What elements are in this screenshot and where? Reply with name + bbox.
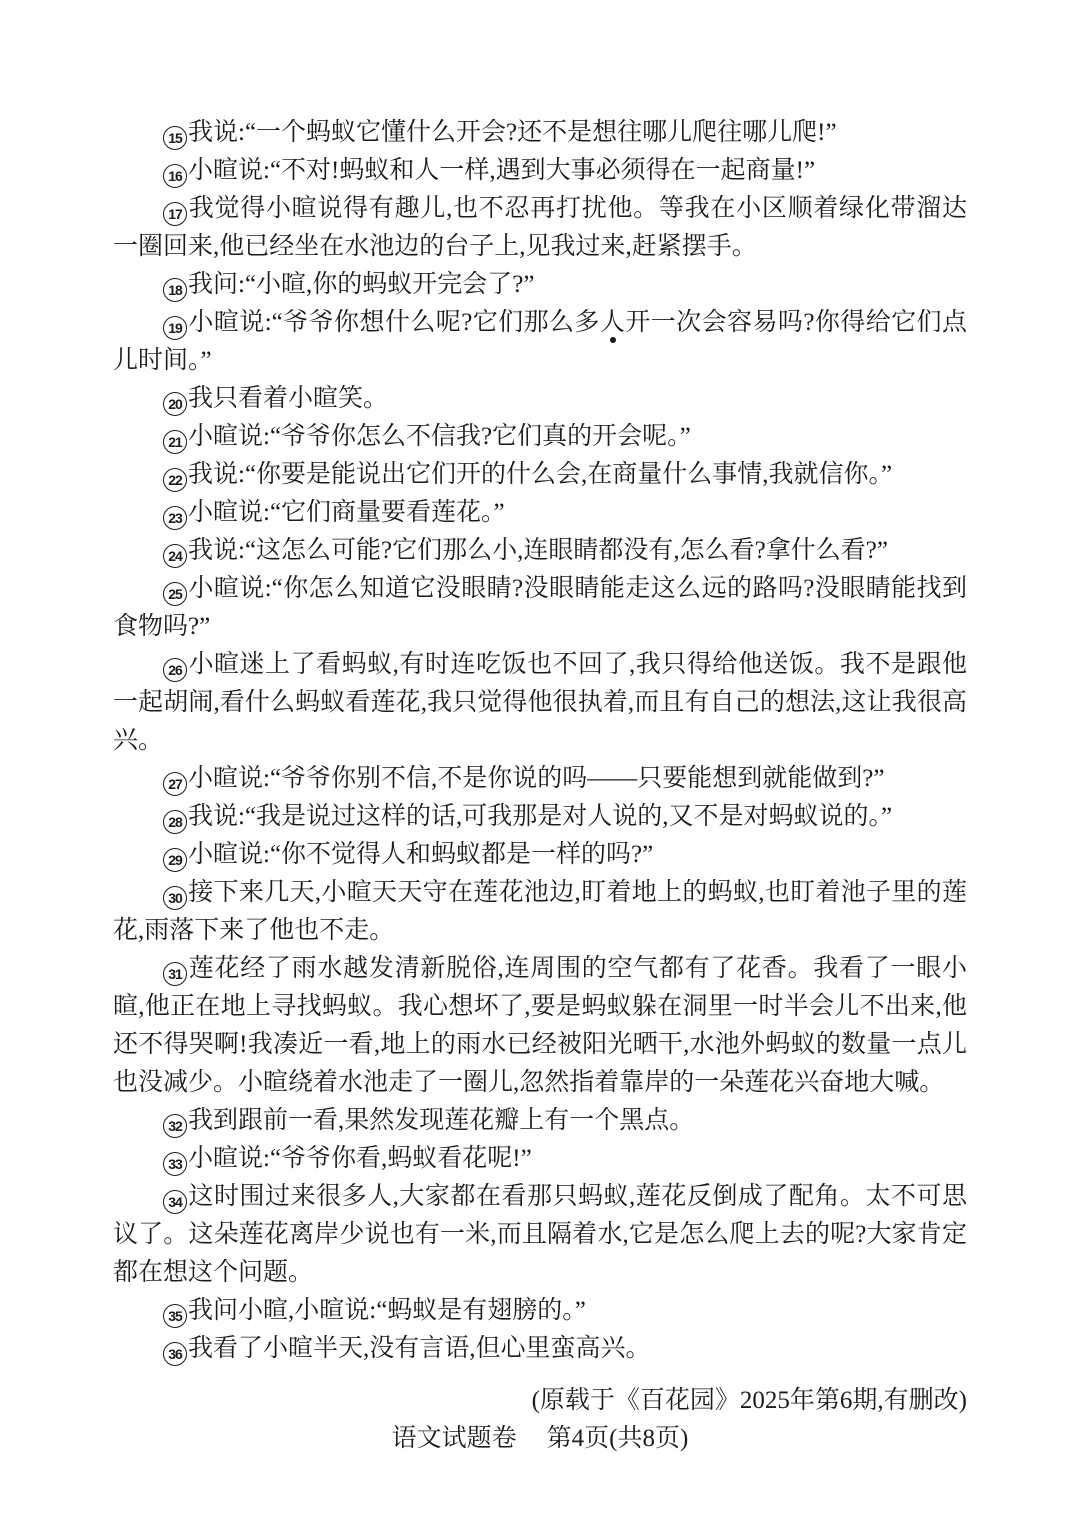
paragraph-text: 小暄说:“爷爷你怎么不信我?它们真的开会呢。” [188,423,691,450]
paragraph [113,1178,967,1292]
paragraph [113,532,967,570]
paragraph-text: 这时围过来很多人,大家都在看那只蚂蚁,莲花反倒成了配角。太不可思议了。这朵莲花离岸少说也有一米,而且隔着水,它是怎么爬上去的呢?大家肯定都在想这个问题。 [113,1183,967,1286]
paragraph-text: 我说:“一个蚂蚁它懂什么开会?还不是想往哪儿爬往哪儿爬!” [188,119,837,146]
paragraph-text: 小暄迷上了看蚂蚁,有时连吃饭也不回了,我只得给他送饭。我不是跟他一起胡闹,看什么蚂蚁看莲花,我只觉得他很执着,而且有自己的想法,这让我很高兴。 [113,651,967,754]
paragraph [113,114,967,152]
paragraph-text: 我说:“这怎么可能?它们那么小,连眼睛都没有,怎么看?拿什么看?” [188,537,888,564]
paragraph-text: 小暄说:“你不觉得人和蚂蚁都是一样的吗?” [188,841,654,868]
paragraph-text: 小暄说:“不对!蚂蚁和人一样,遇到大事必须得在一起商量!” [188,157,816,184]
paragraph-text: 我说:“我是说过这样的话,可我那是对人说的,又不是对蚂蚁说的。” [188,803,893,830]
paragraph [113,266,967,304]
paragraph-number-badge: 18 [163,278,187,302]
paragraph-text: 我问:“小暄,你的蚂蚁开完会了?” [188,271,535,298]
paragraph-number-badge: 27 [163,772,187,796]
paragraph-text: 我觉得小暄说得有趣儿,也不忍再打扰他。等我在小区顺着绿化带溜达一圈回来,他已经坐在水池边的台子上,见我过来,赶紧摆手。 [113,195,967,260]
paragraph [113,1140,967,1178]
paragraph [113,190,967,266]
paragraph-text: 我说:“你要是能说出它们开的什么会,在商量什么事情,我就信你。” [188,461,893,488]
paragraph [113,874,967,950]
paragraph-number-badge: 17 [163,202,187,226]
paragraph [113,798,967,836]
paragraph [113,760,967,798]
paragraph [113,1292,967,1330]
emphasized-char: 人 [599,309,626,336]
paragraph [113,152,967,190]
paragraph-number-badge: 34 [163,1190,187,1214]
paragraph [113,836,967,874]
paragraph [113,646,967,760]
page-footer [113,1420,967,1458]
paragraph-number-badge: 36 [163,1342,187,1366]
paragraph [113,456,967,494]
paragraph-number-badge: 32 [163,1114,187,1138]
paragraph-text: 开一次会容易吗?你得给它们点儿时间。” [113,309,967,374]
paragraph-text: 接下来几天,小暄天天守在莲花池边,盯着地上的蚂蚁,也盯着池子里的莲花,雨落下来了他也不走。 [113,879,967,944]
paragraph-number-badge: 33 [163,1152,187,1176]
paragraph [113,380,967,418]
paragraph-number-badge: 19 [163,316,187,340]
paragraph-number-badge: 16 [163,164,187,188]
paragraph-text: 我问小暄,小暄说:“蚂蚁是有翅膀的。” [188,1297,586,1324]
paragraph-number-badge: 15 [163,126,187,150]
paragraph-number-badge: 26 [163,658,187,682]
paragraph-text: 小暄说:“爷爷你想什么呢?它们那么多 [188,309,600,336]
paragraph-text: 我看了小暄半天,没有言语,但心里蛮高兴。 [188,1335,651,1362]
paragraph [113,304,967,380]
paragraph [113,950,967,1102]
paragraph-text: 小暄说:“爷爷你看,蚂蚁看花呢!” [188,1145,532,1172]
paragraph-number-badge: 22 [163,468,187,492]
paragraph-text: 小暄说:“它们商量要看莲花。” [188,499,505,526]
footer-doc-title: 语文试题卷 [391,1425,517,1452]
paragraph-number-badge: 30 [163,886,187,910]
paragraph-text: 小暄说:“你怎么知道它没眼睛?没眼睛能走这么远的路吗?没眼睛能找到食物吗?” [113,575,967,640]
paragraph-number-badge: 31 [163,962,187,986]
footer-page-number: 第4页(共8页) [546,1425,689,1452]
paragraph-text: 莲花经了雨水越发清新脱俗,连周围的空气都有了花香。我看了一眼小暄,他正在地上寻找蚂蚁。我心想坏了,要是蚂蚁躲在洞里一时半会儿不出来,他还不得哭啊!我凑近一看,地上的雨水已经被阳光晒干,水池外蚂蚁的数量一点儿也没减少。小暄绕着水池走了一圈儿,忽然指着靠岸的一朵莲花兴奋地大喊。 [113,955,967,1096]
paragraph-number-badge: 35 [163,1304,187,1328]
paragraph-text: 小暄说:“爷爷你别不信,不是你说的吗——只要能想到就能做到?” [188,765,885,792]
paragraph [113,570,967,646]
paragraph-number-badge: 23 [163,506,187,530]
paragraph-number-badge: 29 [163,848,187,872]
paragraph-text: 我到跟前一看,果然发现莲花瓣上有一个黑点。 [188,1107,695,1134]
paragraph-number-badge: 21 [163,430,187,454]
paragraph-number-badge: 20 [163,392,187,416]
paragraph-number-badge: 24 [163,544,187,568]
paragraph [113,418,967,456]
paragraph-number-badge: 28 [163,810,187,834]
paragraph [113,494,967,532]
paragraph-text: 我只看着小暄笑。 [188,385,389,412]
source-attribution: (原载于《百花园》2025年第6期,有删改) [531,1387,967,1414]
paragraph-number-badge: 25 [163,582,187,606]
paragraph [113,1330,967,1368]
paragraph [113,1102,967,1140]
